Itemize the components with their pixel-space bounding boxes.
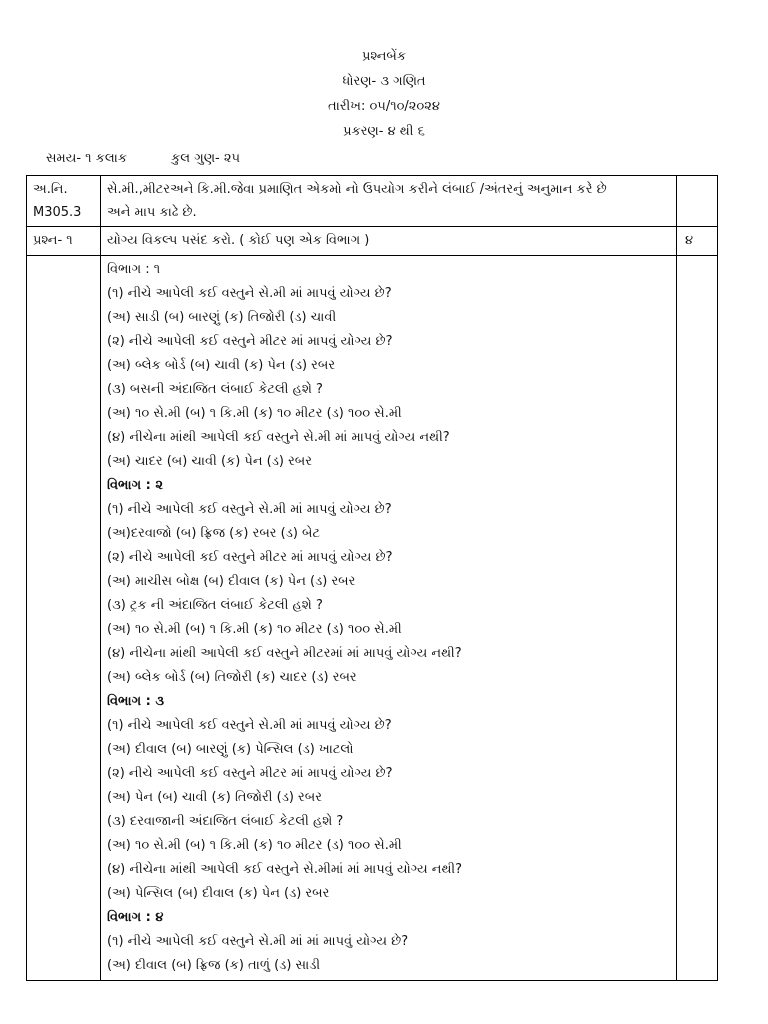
question-marks: ૪ — [685, 233, 694, 248]
question-marks-cell — [677, 227, 718, 256]
question-line: (અ) ૧૦ સે.મી (બ) ૧ કિ.મી (ક) ૧૦ મીટર (ડ) ૧૦૦ સે.મી — [107, 838, 402, 853]
question-line: (૪) નીચેના માંથી આપેલી કઈ વસ્તુને સે.મી માં માપવું યોગ્ય નથી? — [107, 430, 450, 445]
question-instruction-cell — [101, 227, 677, 256]
outcome-code-label: અ.નિ. — [33, 182, 68, 197]
exam-meta — [46, 148, 240, 170]
question-line: (અ) બ્લેક બોર્ડ (બ) તિજોરી (ક) ચાદર (ડ) રબર — [107, 670, 357, 685]
section-heading: વિભાગ : ૩ — [107, 694, 165, 709]
question-line: (અ) દીવાલ (બ) ફ્રિજ (ક) તાળું (ડ) સાડી — [107, 958, 321, 973]
question-line: (અ) ૧૦ સે.મી (બ) ૧ કિ.મી (ક) ૧૦ મીટર (ડ) ૧૦૦ સે.મી — [107, 622, 402, 637]
section-heading: વિભાગ : ૨ — [107, 478, 163, 493]
question-line: (અ) પેન (બ) ચાવી (ક) તિજોરી (ડ) રબર — [107, 790, 322, 805]
question-label-cell — [27, 227, 101, 256]
section-heading: વિભાગ : ૪ — [107, 910, 164, 925]
exam-date: તારીખ: ૦૫/૧૦/૨૦૨૪ — [328, 99, 440, 114]
exam-duration: સમય- ૧ કલાક — [46, 151, 128, 166]
section-heading: વિભાગ : ૧ — [107, 262, 161, 277]
question-line: (અ) ચાદર (બ) ચાવી (ક) પેન (ડ) રબર — [107, 454, 312, 469]
total-marks: કુલ ગુણ- ૨૫ — [171, 151, 241, 166]
question-line: (૧) નીચે આપેલી કઈ વસ્તુને સે.મી માં માપવું યોગ્ય છે? — [107, 502, 392, 517]
document-title: પ્રશ્નબેંક — [361, 49, 407, 64]
chapter-range: પ્રકરણ- ૪ થી ૬ — [343, 124, 425, 139]
outcome-row — [27, 176, 718, 227]
question-body-cell — [101, 256, 677, 981]
question-line: (૨) નીચે આપેલી કઈ વસ્તુને મીટર માં માપવું યોગ્ય છે? — [107, 550, 393, 565]
question-line: (અ) બ્લેક બોર્ડ (બ) ચાવી (ક) પેન (ડ) રબર — [107, 358, 336, 373]
document-header — [0, 44, 768, 144]
outcome-marks-cell — [677, 176, 718, 227]
question-line: (૪) નીચેના માંથી આપેલી કઈ વસ્તુને સે.મીમાં માં માપવું યોગ્ય નથી? — [107, 862, 463, 877]
question-line: (૧) નીચે આપેલી કઈ વસ્તુને સે.મી માં માં માપવું યોગ્ય છે? — [107, 934, 409, 949]
body-marks-cell — [677, 256, 718, 981]
question-line: (૩) દરવાજાની અંદાજિત લંબાઈ કેટલી હશે ? — [107, 814, 344, 829]
question-line: (૧) નીચે આપેલી કઈ વસ્તુને સે.મી માં માપવું યોગ્ય છે? — [107, 286, 392, 301]
question-line: (૪) નીચેના માંથી આપેલી કઈ વસ્તુને મીટરમાં માં માપવું યોગ્ય નથી? — [107, 646, 462, 661]
question-label: પ્રશ્ન- ૧ — [33, 233, 73, 248]
question-line: (અ) ૧૦ સે.મી (બ) ૧ કિ.મી (ક) ૧૦ મીટર (ડ) ૧૦૦ સે.મી — [107, 406, 402, 421]
question-body-row — [27, 256, 718, 981]
body-empty-cell — [27, 256, 101, 981]
question-line: (૨) નીચે આપેલી કઈ વસ્તુને મીટર માં માપવું યોગ્ય છે? — [107, 766, 393, 781]
grade-subject: ધોરણ- ૩ ગણિત — [342, 74, 426, 89]
question-header-row — [27, 227, 718, 256]
outcome-text-cell — [101, 176, 677, 227]
question-line: (અ)દરવાજો (બ) ફ્રિજ (ક) રબર (ડ) બેટ — [107, 526, 321, 541]
question-line: (અ) દીવાલ (બ) બારણું (ક) પેન્સિલ (ડ) ખાટલો — [107, 742, 354, 757]
question-table — [26, 175, 718, 981]
outcome-code-cell — [27, 176, 101, 227]
outcome-code: M305.3 — [33, 205, 82, 220]
question-line: (૩) બસની અંદાજિત લંબાઈ કેટલી હશે ? — [107, 382, 323, 397]
question-line: (૧) નીચે આપેલી કઈ વસ્તુને સે.મી માં માપવું યોગ્ય છે? — [107, 718, 392, 733]
question-line: (અ) સાડી (બ) બારણું (ક) તિજોરી (ડ) ચાવી — [107, 310, 337, 325]
outcome-text-line2: અને માપ કાઢે છે. — [107, 205, 197, 220]
question-line: (૨) નીચે આપેલી કઈ વસ્તુને મીટર માં માપવું યોગ્ય છે? — [107, 334, 393, 349]
question-instruction: યોગ્ય વિકલ્પ પસંદ કરો. ( કોઈ પણ એક વિભાગ ) — [107, 233, 370, 248]
outcome-text-line1: સે.મી.,મીટરઅને કિ.મી.જેવા પ્રમાણિત એકમો નો ઉપયોગ કરીને લંબાઈ /અંતરનું અનુમાન કરે છે — [107, 182, 607, 197]
question-line: (૩) ટ્રક ની અંદાજિત લંબાઈ કેટલી હશે ? — [107, 598, 323, 613]
question-line: (અ) પેન્સિલ (બ) દીવાલ (ક) પેન (ડ) રબર — [107, 886, 330, 901]
question-line: (અ) માચીસ બોક્ષ (બ) દીવાલ (ક) પેન (ડ) રબર — [107, 574, 356, 589]
